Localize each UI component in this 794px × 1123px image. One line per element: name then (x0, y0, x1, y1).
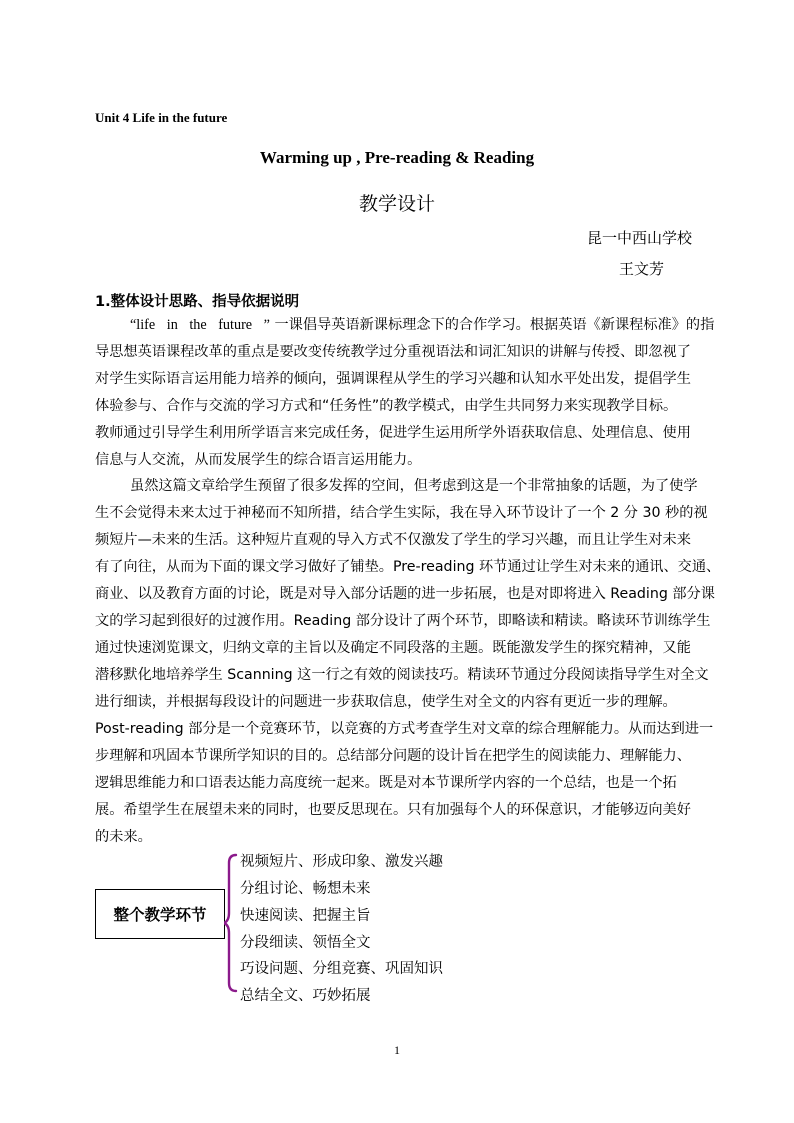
school-name: 昆一中西山学校 (587, 229, 693, 247)
paragraph-line: 信息与人交流，从而发展学生的综合语言运用能力。 (95, 452, 422, 468)
life-in-the-future-quote: “life in the future ” (130, 317, 270, 333)
teaching-step-item: 总结全文、巧妙拓展 (240, 988, 371, 1004)
paragraph-line: 体验参与、合作与交流的学习方式和“任务性”的教学模式，由学生共同努力来实现教学目标。 (95, 398, 678, 414)
teaching-steps-box (95, 889, 225, 939)
teaching-step-item: 视频短片、形成印象、激发兴趣 (240, 854, 443, 870)
teaching-step-item: 快速阅读、把握主旨 (240, 908, 371, 924)
paragraph-line: 逻辑思维能力和口语表达能力高度统一起来。既是对本节课所学内容的一个总结，也是一个拓 (95, 775, 677, 791)
section-heading: 1.整体设计思路、指导依据说明 (95, 294, 300, 310)
teaching-step-item: 分组讨论、畅想未来 (240, 881, 371, 897)
paragraph-line: 有了向往，从而为下面的课文学习做好了铺垫。Pre-reading 环节通过让学生对未来的通讯、交通、 (95, 559, 721, 575)
unit-title: Unit 4 Life in the future (95, 110, 228, 125)
paragraph-line: 的未来。 (95, 829, 152, 845)
paragraph-line: 频短片—未来的生活。这种短片直观的导入方式不仅激发了学生的学习兴趣，而且让学生对未来 (95, 532, 691, 548)
paragraph-line: 对学生实际语言运用能力培养的倾向，强调课程从学生的学习兴趣和认知水平处出发，提倡学生 (95, 371, 691, 387)
teaching-step-item: 分段细读、领悟全文 (240, 935, 371, 951)
paragraph-line: 通过快速浏览课文，归纳文章的主旨以及确定不同段落的主题。既能激发学生的探究精神，又能 (95, 640, 691, 656)
paragraph-line: 潜移默化地培养学生 Scanning 这一行之有效的阅读技巧。精读环节通过分段阅读指导学生对全文 (95, 667, 709, 683)
page-number: 1 (394, 1043, 400, 1057)
paragraph-line: 虽然这篇文章给学生预留了很多发挥的空间，但考虑到这是一个非常抽象的话题，为了使学 (130, 478, 698, 494)
design-title: 教学设计 (358, 193, 435, 215)
paragraph-line: 导思想英语课程改革的重点是要改变传统教学过分重视语法和词汇知识的讲解与传授、即忽视了 (95, 344, 691, 360)
teaching-steps-box-label: 整个教学环节 (113, 906, 207, 924)
teaching-step-item: 巧设问题、分组竞赛、巩固知识 (240, 961, 443, 977)
paragraph-text: 一课倡导英语新课标理念下的合作学习。根据英语《新课程标准》的指 (269, 317, 715, 333)
paragraph-line: 生不会觉得未来太过于神秘而不知所措，结合学生实际，我在导入环节设计了一个 2 分 30 秒的视 (95, 505, 708, 521)
paragraph-line: 展。希望学生在展望未来的同时，也要反思现在。只有加强每个人的环保意识，才能够迈向美好 (95, 802, 691, 818)
paragraph-line: 文的学习起到很好的过渡作用。Reading 部分设计了两个环节，即略读和精读。略读环节训练学生 (95, 613, 711, 629)
paragraph-line: 商业、以及教育方面的讨论，既是对导入部分话题的进一步拓展，也是对即将进入 Reading 部分课 (95, 586, 715, 602)
paragraph-line: 步理解和巩固本节课所学知识的目的。总结部分问题的设计旨在把学生的阅读能力、理解能力、 (95, 748, 691, 764)
curly-brace-icon (224, 853, 238, 993)
paragraph-line: Post-reading 部分是一个竞赛环节，以竞赛的方式考查学生对文章的综合理解能力。从而达到进一 (95, 721, 714, 737)
author-name: 王文芳 (619, 260, 665, 278)
paragraph-line (130, 316, 714, 334)
lesson-title: Warming up , Pre-reading & Reading (259, 148, 535, 167)
paragraph-line: 进行细读，并根据每段设计的问题进一步获取信息，使学生对全文的内容有更近一步的理解。 (95, 694, 677, 710)
paragraph-line: 教师通过引导学生利用所学语言来完成任务，促进学生运用所学外语获取信息、处理信息、使用 (95, 425, 691, 441)
